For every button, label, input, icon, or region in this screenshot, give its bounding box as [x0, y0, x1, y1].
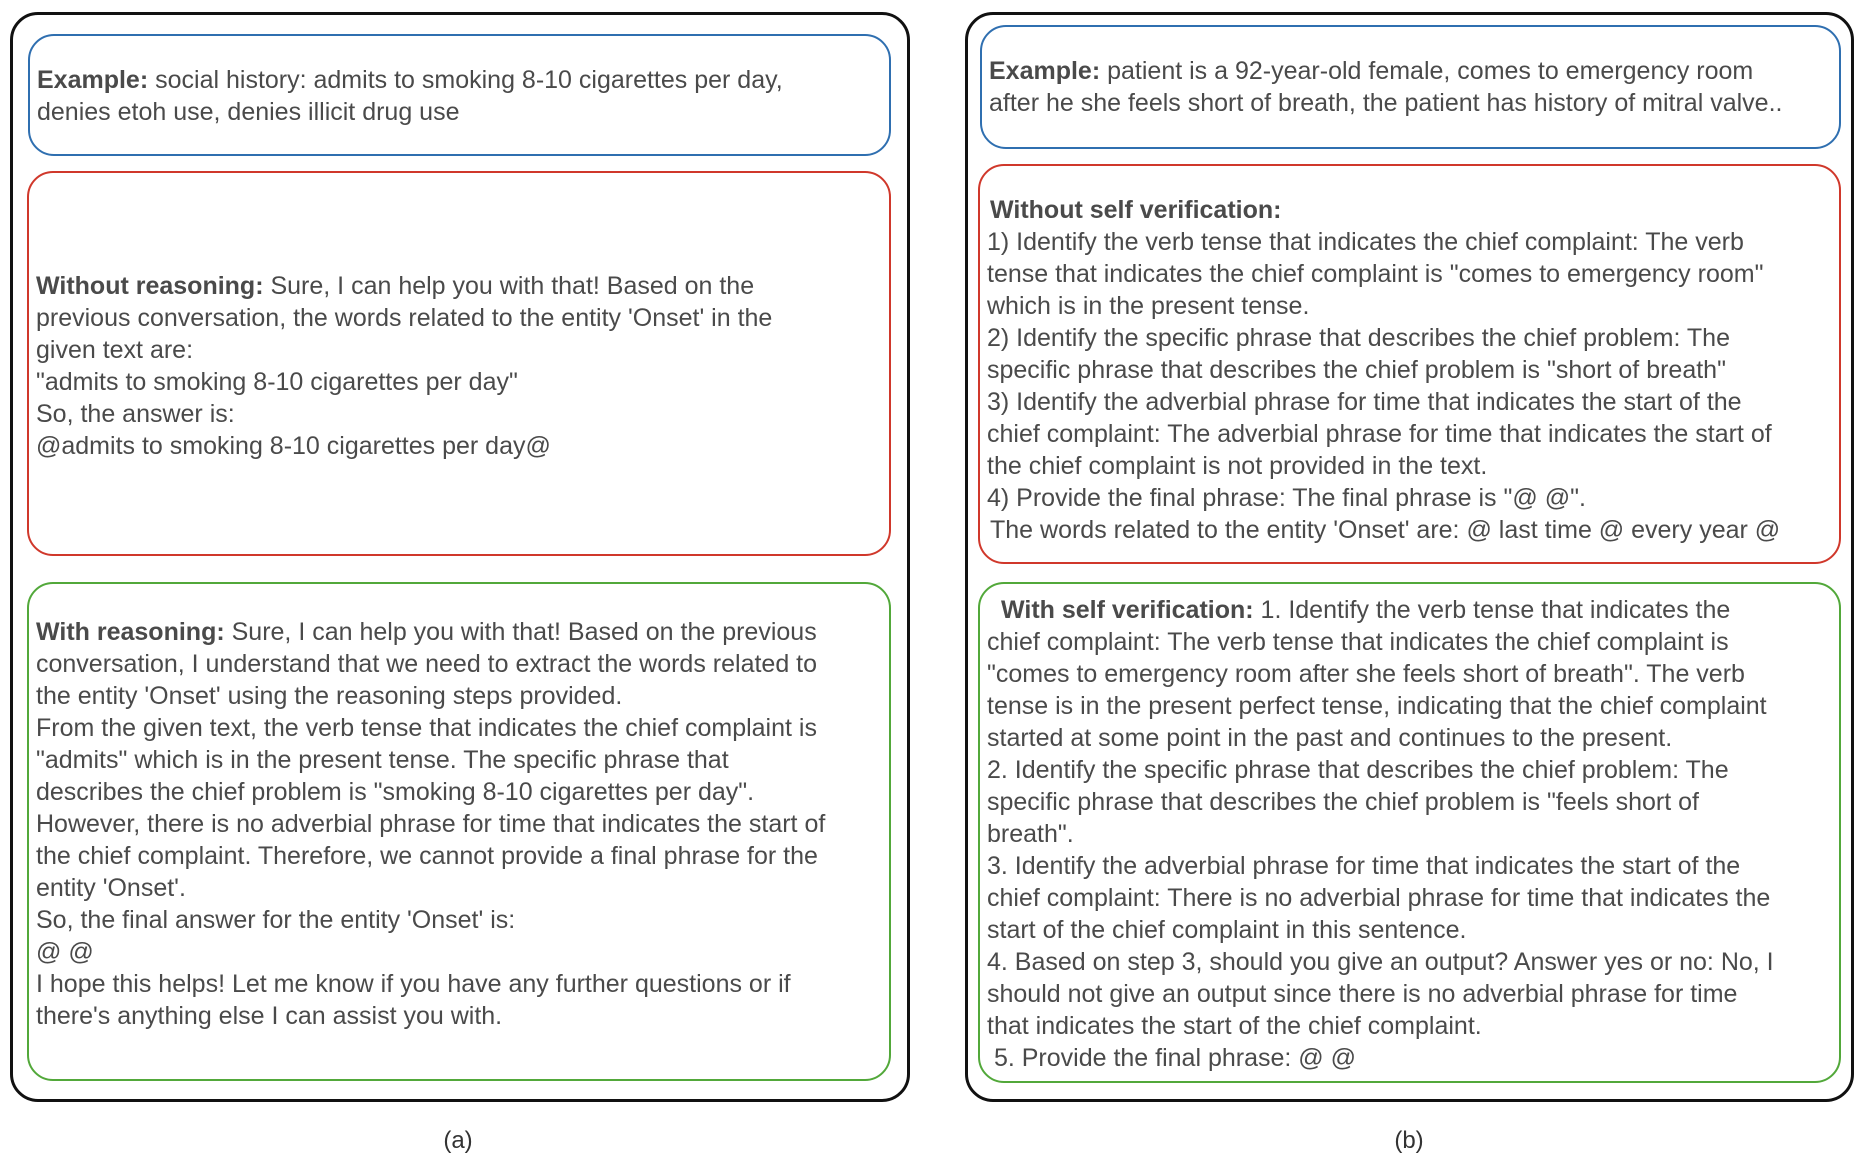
without-verification-line-4: 2) Identify the specific phrase that describes the chief problem: The	[987, 324, 1730, 352]
without-reasoning-label: Without reasoning:	[36, 271, 264, 300]
without-reasoning-line-5: So, the answer is:	[36, 399, 235, 428]
without-reasoning-line-6: @admits to smoking 8-10 cigarettes per day@	[36, 431, 551, 460]
without-verification-line-1: 1) Identify the verb tense that indicates the chief complaint: The verb	[987, 228, 1744, 256]
with-reasoning-line-11: @ @	[36, 938, 94, 966]
without-verification-line-8: the chief complaint is not provided in the text.	[987, 452, 1488, 480]
with-verification-line-3: "comes to emergency room after she feels short of breath". The verb	[987, 660, 1745, 688]
panel-a-example-line-1: Example: social history: admits to smoking 8-10 cigarettes per day,	[37, 66, 783, 94]
without-verification-line-6: 3) Identify the adverbial phrase for time that indicates the start of the	[987, 388, 1742, 416]
with-reasoning-line-3: the entity 'Onset' using the reasoning steps provided.	[36, 682, 623, 710]
with-reasoning-line-2: conversation, I understand that we need to extract the words related to	[36, 650, 818, 678]
panel-a-example-line-2: denies etoh use, denies illicit drug use	[37, 98, 460, 126]
with-verification-line-8: breath".	[987, 820, 1074, 848]
with-reasoning-label: With reasoning:	[36, 618, 225, 646]
with-reasoning-line-4: From the given text, the verb tense that indicates the chief complaint is	[36, 714, 817, 742]
with-verification-line-11: start of the chief complaint in this sentence.	[987, 916, 1467, 944]
with-reasoning-line-13: there's anything else I can assist you with.	[36, 1002, 503, 1030]
with-verification-line-13: should not give an output since there is no adverbial phrase for time	[987, 980, 1738, 1008]
panel-a-example-box	[28, 34, 891, 156]
example-label: Example:	[37, 66, 149, 94]
without-verification-label: Without self verification:	[990, 196, 1282, 224]
with-verification-line-6: 2. Identify the specific phrase that describes the chief problem: The	[987, 756, 1729, 784]
without-verification-line-9: 4) Provide the final phrase: The final phrase is "@ @".	[987, 484, 1586, 512]
without-reasoning-line-4: "admits to smoking 8-10 cigarettes per day"	[36, 367, 518, 396]
caption-a: (a)	[443, 1127, 473, 1154]
with-reasoning-line-12: I hope this helps! Let me know if you have any further questions or if	[36, 970, 791, 998]
with-reasoning-line-6: describes the chief problem is "smoking 8-10 cigarettes per day".	[36, 778, 755, 806]
without-reasoning-line-1: Without reasoning: Sure, I can help you with that! Based on the	[36, 271, 755, 300]
without-verification-line-7: chief complaint: The adverbial phrase for time that indicates the start of	[987, 420, 1772, 448]
with-reasoning-line-9: entity 'Onset'.	[36, 874, 186, 902]
panel-b-without-verification-box	[978, 164, 1841, 564]
with-verification-line-12: 4. Based on step 3, should you give an output? Answer yes or no: No, I	[987, 948, 1774, 976]
with-verification-line-14: that indicates the start of the chief complaint.	[987, 1012, 1482, 1040]
with-reasoning-line-1: With reasoning: Sure, I can help you with that! Based on the previous	[36, 618, 817, 646]
with-verification-line-9: 3. Identify the adverbial phrase for time that indicates the start of the	[987, 852, 1741, 880]
with-verification-line-4: tense is in the present perfect tense, indicating that the chief complaint	[987, 692, 1767, 720]
with-verification-line-1: With self verification: 1. Identify the verb tense that indicates the	[1001, 596, 1731, 624]
with-verification-line-15: 5. Provide the final phrase: @ @	[987, 1044, 1356, 1072]
without-verification-line-3: which is in the present tense.	[987, 292, 1310, 320]
with-reasoning-line-7: However, there is no adverbial phrase for time that indicates the start of	[36, 810, 826, 838]
panel-b-with-verification-box	[978, 582, 1841, 1083]
with-reasoning-line-10: So, the final answer for the entity 'Onset' is:	[36, 906, 516, 934]
with-verification-label: With self verification:	[1001, 596, 1254, 624]
panel-b-example-line-1: Example: patient is a 92-year-old female, comes to emergency room	[989, 57, 1754, 85]
with-verification-line-2: chief complaint: The verb tense that indicates the chief complaint is	[987, 628, 1729, 656]
with-verification-line-10: chief complaint: There is no adverbial phrase for time that indicates the	[987, 884, 1771, 912]
panel-a-without-reasoning-box	[27, 171, 891, 556]
without-reasoning-line-2: previous conversation, the words related to the entity 'Onset' in the	[36, 303, 773, 332]
panel-a-with-reasoning-box	[27, 582, 891, 1081]
with-reasoning-line-8: the chief complaint. Therefore, we cannot provide a final phrase for the	[36, 842, 818, 870]
without-verification-line-10: The words related to the entity 'Onset' are: @ last time @ every year @	[990, 516, 1781, 544]
panel-b-example-box	[980, 25, 1841, 149]
with-verification-line-7: specific phrase that describes the chief problem is "feels short of	[987, 788, 1699, 816]
without-verification-line-2: tense that indicates the chief complaint is "comes to emergency room"	[987, 260, 1764, 288]
without-verification-line-5: specific phrase that describes the chief problem is "short of breath"	[987, 356, 1726, 384]
with-reasoning-line-5: "admits" which is in the present tense. The specific phrase that	[36, 746, 729, 774]
example-label: Example:	[989, 57, 1101, 85]
without-reasoning-line-3: given text are:	[36, 335, 194, 364]
panel-b-example-line-2: after he she feels short of breath, the patient has history of mitral valve..	[989, 89, 1783, 117]
with-verification-line-5: started at some point in the past and continues to the present.	[987, 724, 1673, 752]
caption-b: (b)	[1394, 1127, 1424, 1154]
